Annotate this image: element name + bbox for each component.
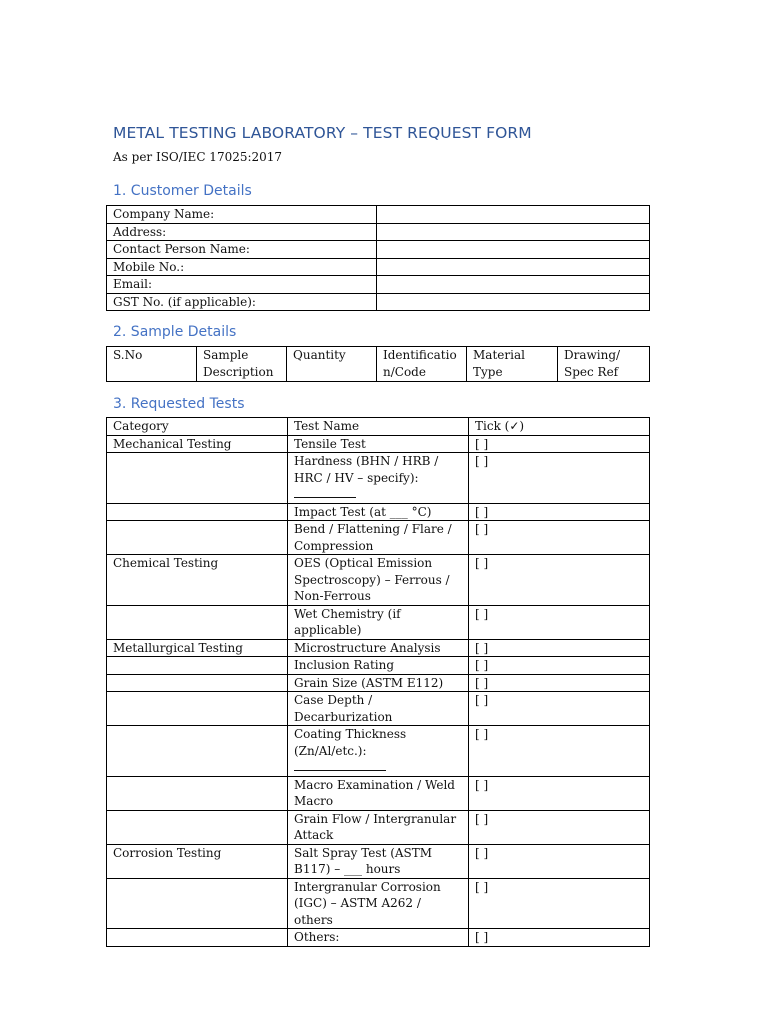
sample-header-cell: Material Type	[467, 347, 558, 382]
table-row	[107, 692, 650, 726]
customer-field-label: Company Name:	[107, 206, 377, 224]
table-row	[107, 674, 650, 692]
customer-details-table	[106, 205, 650, 311]
table-row	[107, 453, 650, 504]
requested-tests-table	[106, 417, 650, 947]
test-category: Chemical Testing	[107, 555, 288, 606]
tests-header-test-name: Test Name	[288, 418, 469, 436]
table-row	[107, 605, 650, 639]
test-name: Macro Examination / Weld Macro	[288, 776, 469, 810]
table-row	[107, 521, 650, 555]
test-name: OES (Optical Emission Spectroscopy) – Ferrous / Non-Ferrous	[288, 555, 469, 606]
test-tick-box[interactable]: [ ]	[469, 878, 650, 929]
table-row	[107, 503, 650, 521]
table-row	[107, 293, 650, 311]
table-row	[107, 657, 650, 675]
customer-field-value[interactable]	[377, 258, 650, 276]
test-tick-box[interactable]: [ ]	[469, 844, 650, 878]
table-row	[107, 206, 650, 224]
sample-header-cell: S.No	[107, 347, 197, 382]
table-row	[107, 878, 650, 929]
section-heading-customer: 1. Customer Details	[113, 183, 252, 199]
sample-header-cell: Sample Description	[197, 347, 287, 382]
test-name-text: Coating Thickness (Zn/Al/etc.):	[294, 727, 407, 758]
table-row	[107, 810, 650, 844]
test-tick-box[interactable]: [ ]	[469, 657, 650, 675]
tests-header-tick: Tick (✓)	[469, 418, 650, 436]
test-name: Inclusion Rating	[288, 657, 469, 675]
test-tick-box[interactable]: [ ]	[469, 605, 650, 639]
test-category	[107, 657, 288, 675]
table-row	[107, 276, 650, 294]
form-title: METAL TESTING LABORATORY – TEST REQUEST FORM	[113, 124, 532, 142]
test-tick-box[interactable]: [ ]	[469, 726, 650, 777]
test-category	[107, 692, 288, 726]
tests-header-category: Category	[107, 418, 288, 436]
table-row	[107, 258, 650, 276]
test-name: Bend / Flattening / Flare / Compression	[288, 521, 469, 555]
test-tick-box[interactable]: [ ]	[469, 639, 650, 657]
table-header-row	[107, 418, 650, 436]
test-tick-box[interactable]: [ ]	[469, 810, 650, 844]
table-row	[107, 776, 650, 810]
customer-field-label: Email:	[107, 276, 377, 294]
test-name	[288, 453, 469, 504]
test-tick-box[interactable]: [ ]	[469, 776, 650, 810]
fill-in-blank[interactable]	[294, 759, 386, 771]
test-name	[288, 726, 469, 777]
test-category	[107, 810, 288, 844]
test-name: Grain Size (ASTM E112)	[288, 674, 469, 692]
sample-header-cell: Drawing/ Spec Ref	[558, 347, 650, 382]
customer-field-label: Address:	[107, 223, 377, 241]
test-category	[107, 726, 288, 777]
test-name: Others:	[288, 929, 469, 947]
test-name: Impact Test (at ___ °C)	[288, 503, 469, 521]
customer-field-value[interactable]	[377, 276, 650, 294]
test-tick-box[interactable]: [ ]	[469, 555, 650, 606]
table-row	[107, 241, 650, 259]
test-tick-box[interactable]: [ ]	[469, 453, 650, 504]
test-category: Corrosion Testing	[107, 844, 288, 878]
test-category: Metallurgical Testing	[107, 639, 288, 657]
sample-details-table	[106, 346, 650, 382]
table-row	[107, 726, 650, 777]
test-name-text: Hardness (BHN / HRB / HRC / HV – specify):	[294, 454, 439, 485]
test-category	[107, 776, 288, 810]
sample-header-cell: Quantity	[287, 347, 377, 382]
customer-field-label: Contact Person Name:	[107, 241, 377, 259]
customer-field-label: Mobile No.:	[107, 258, 377, 276]
test-category	[107, 878, 288, 929]
table-row	[107, 929, 650, 947]
table-row	[107, 639, 650, 657]
customer-field-value[interactable]	[377, 241, 650, 259]
customer-field-label: GST No. (if applicable):	[107, 293, 377, 311]
table-row	[107, 555, 650, 606]
test-tick-box[interactable]: [ ]	[469, 692, 650, 726]
section-heading-tests: 3. Requested Tests	[113, 396, 245, 412]
test-tick-box[interactable]: [ ]	[469, 929, 650, 947]
test-tick-box[interactable]: [ ]	[469, 503, 650, 521]
test-category	[107, 453, 288, 504]
table-row	[107, 435, 650, 453]
test-tick-box[interactable]: [ ]	[469, 435, 650, 453]
test-name: Salt Spray Test (ASTM B117) – ___ hours	[288, 844, 469, 878]
test-name: Tensile Test	[288, 435, 469, 453]
customer-field-value[interactable]	[377, 223, 650, 241]
test-category	[107, 503, 288, 521]
test-tick-box[interactable]: [ ]	[469, 674, 650, 692]
test-category	[107, 521, 288, 555]
test-category	[107, 605, 288, 639]
test-category: Mechanical Testing	[107, 435, 288, 453]
table-header-row	[107, 347, 650, 382]
test-name: Intergranular Corrosion (IGC) – ASTM A262 / others	[288, 878, 469, 929]
table-row	[107, 223, 650, 241]
fill-in-blank[interactable]	[294, 486, 356, 498]
test-name: Wet Chemistry (if applicable)	[288, 605, 469, 639]
test-name: Microstructure Analysis	[288, 639, 469, 657]
form-subtitle: As per ISO/IEC 17025:2017	[113, 150, 283, 164]
test-category	[107, 674, 288, 692]
customer-field-value[interactable]	[377, 293, 650, 311]
test-tick-box[interactable]: [ ]	[469, 521, 650, 555]
test-category	[107, 929, 288, 947]
test-name: Case Depth / Decarburization	[288, 692, 469, 726]
test-name: Grain Flow / Intergranular Attack	[288, 810, 469, 844]
sample-header-cell: Identification/Code	[377, 347, 467, 382]
customer-field-value[interactable]	[377, 206, 650, 224]
section-heading-sample: 2. Sample Details	[113, 324, 237, 340]
table-row	[107, 844, 650, 878]
